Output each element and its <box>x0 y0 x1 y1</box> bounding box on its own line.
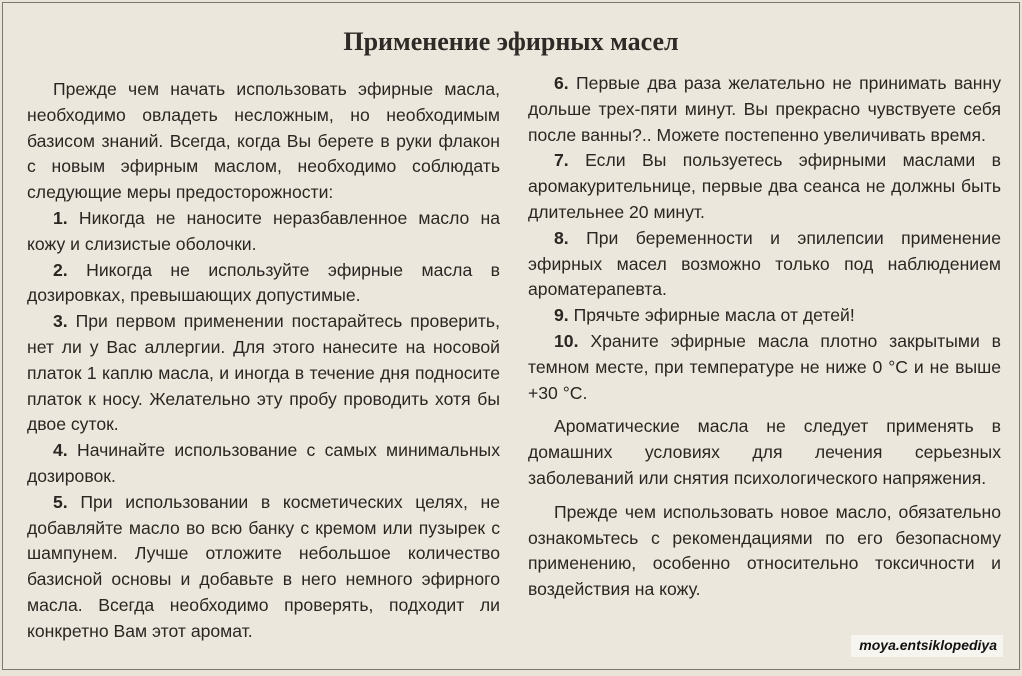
item-number: 6. <box>554 73 569 93</box>
list-item <box>528 329 1001 406</box>
item-text: Начинайте использование с самых минимальных дозировок. <box>27 440 500 486</box>
source-watermark: moya.entsiklopediya <box>851 635 1003 657</box>
list-item <box>27 438 500 490</box>
article-page <box>2 2 1020 670</box>
list-item <box>528 71 1001 148</box>
closing-paragraph-1: Ароматические масла не следует применять в домашних условиях для лечения серьезных заболеваний или снятия психологического напряжения. <box>528 416 1001 488</box>
list-item <box>528 148 1001 225</box>
item-text: Если Вы пользуетесь эфирными маслами в аромакурительнице, первые два сеанса не должны быть длительнее 20 минут. <box>528 150 1001 222</box>
article-title: Применение эфирных масел <box>343 27 679 56</box>
item-text: При беременности и эпилепсии применение эфирных масел возможно только под наблюдением ароматерапевта. <box>528 227 1001 300</box>
list-item <box>27 258 500 310</box>
item-number: 2. <box>53 259 68 280</box>
item-number: 10. <box>554 330 579 351</box>
list-item <box>528 226 1001 303</box>
item-text: Храните эфирные масла плотно закрытыми в темном месте, при температуре не ниже 0 °С и не выше +30 °С. <box>528 330 1002 403</box>
item-text: Никогда не наносите неразбавленное масло на кожу и слизистые оболочки. <box>27 207 500 254</box>
left-column <box>27 77 500 645</box>
item-text: При первом применении постарайтесь проверить, нет ли у Вас аллергии. Для этого нанесите на носовой платок 1 каплю масла, и иногда в течение дня подносите платок к носу. Желательно эту пробу проводить хотя бы двое суток. <box>27 311 500 435</box>
list-item <box>27 206 500 258</box>
intro-paragraph: Прежде чем начать использовать эфирные масла, необходимо овладеть несложным, но необходимым базисом знаний. Всегда, когда Вы берете в руки флакон с новым эфирным маслом, необходимо соблюдать следующие меры предосторожности: <box>27 79 500 203</box>
item-number: 3. <box>53 311 68 332</box>
item-number: 9. <box>554 305 569 326</box>
item-number: 4. <box>53 440 68 461</box>
item-text: Первые два раза желательно не принимать ванну дольше трех-пяти минут. Вы прекрасно чувствуете себя после ванны?.. Можете постепенно увеличивать время. <box>528 73 1002 145</box>
item-text: Никогда не используйте эфирные масла в дозировках, превышающих допустимые. <box>27 259 500 306</box>
right-column <box>528 71 1001 603</box>
item-number: 8. <box>554 227 569 248</box>
closing-paragraph-2: Прежде чем использовать новое масло, обязательно ознакомьтесь с рекомендациями по его безопасному применению, особенно относительно токсичности и воздействия на кожу. <box>528 501 1001 600</box>
item-number: 7. <box>554 150 569 171</box>
item-number: 5. <box>53 491 68 512</box>
item-number: 1. <box>53 207 68 228</box>
item-text: При использовании в косметических целях, не добавляйте масло во всю банку с кремом или пузырек с шампунем. Лучше отложите небольшое количество базисной основы и добавьте в него немного эфирного масла. Всегда необходимо проверять, подходит ли конкретно Вам этот аромат. <box>27 491 500 641</box>
item-text: Прячьте эфирные масла от детей! <box>573 305 855 326</box>
list-item <box>27 309 500 438</box>
list-item <box>27 490 500 645</box>
list-item <box>528 303 1001 329</box>
